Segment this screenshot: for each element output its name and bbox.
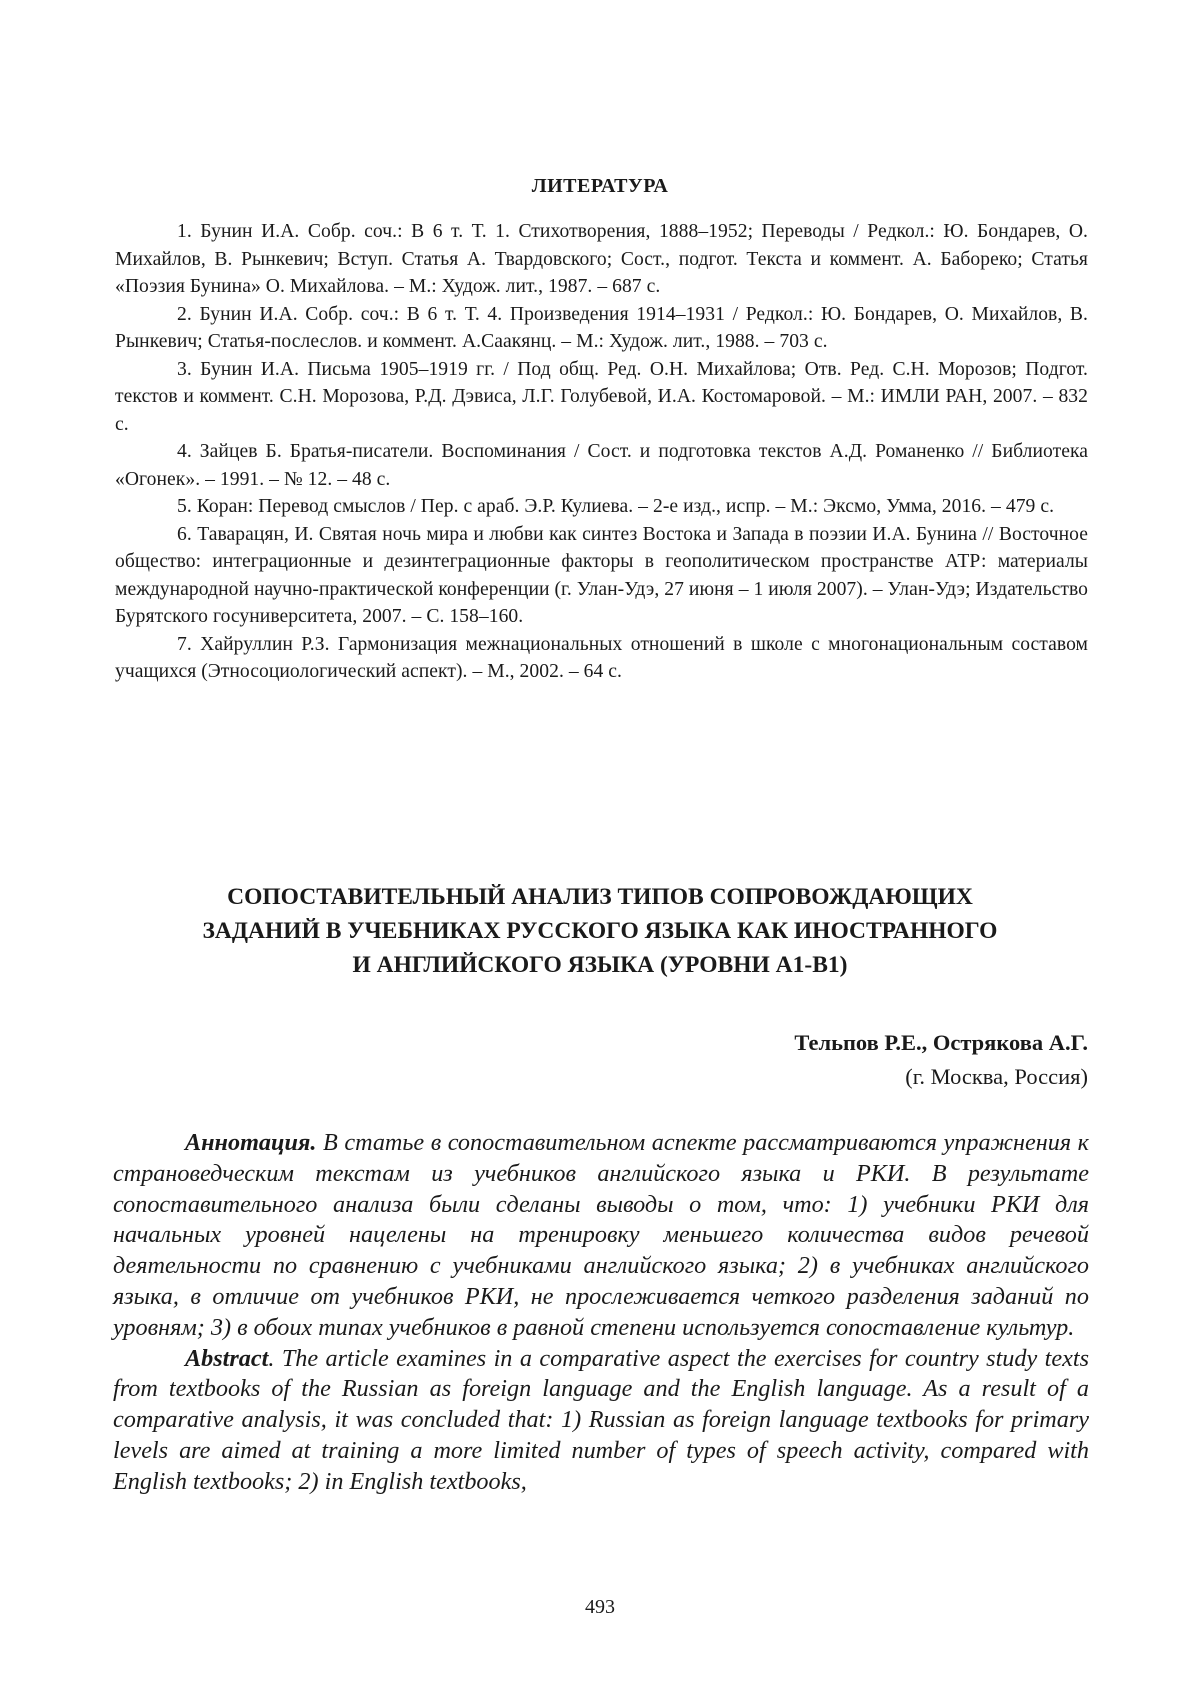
article-title-line: СОПОСТАВИТЕЛЬНЫЙ АНАЛИЗ ТИПОВ СОПРОВОЖДАЮЩИХ [227, 884, 973, 910]
article-title-line: ЗАДАНИЙ В УЧЕБНИКАХ РУССКОГО ЯЗЫКА КАК ИНОСТРАННОГО [202, 918, 998, 944]
reference-item: 5. Коран: Перевод смыслов / Пер. с араб. Э.Р. Кулиева. – 2-е изд., испр. – М.: Эксмо, Умма, 2016. – 479 с. [177, 496, 1055, 517]
reference-item: 3. Бунин И.А. Письма 1905–1919 гг. / Под общ. Ред. О.Н. Михайлова; Отв. Ред. С.Н. Морозов; Подгот. текстов и коммент. С.Н. Морозова, Р.Д. Дэвиса, Л.Г. Голубевой, И.А. Костомаровой. – М.: ИМЛИ РАН, 2007. – 832 с. [115, 358, 1088, 435]
reference-item: 6. Таварацян, И. Святая ночь мира и любви как синтез Востока и Запада в поэзии И.А. Бунина // Восточное общество: интеграционные и дезинтеграционные факторы в геополитическом пространстве АТР: материалы международной научно-практической конференции (г. Улан-Удэ, 27 июня – 1 июля 2007). – Улан-Удэ; Издательство Бурятского госуниверситета, 2007. – С. 158–160. [115, 523, 1088, 627]
author-block [794, 1026, 1088, 1094]
annotation-label: Аннотация. [185, 1129, 317, 1156]
references-heading: ЛИТЕРАТУРА [531, 175, 669, 197]
abstract-paragraph [113, 1344, 1089, 1498]
abstract-section [113, 1128, 1089, 1498]
abstract-label: Abstract [185, 1344, 269, 1372]
annotation-paragraph [113, 1128, 1089, 1344]
annotation-text: В статье в сопоставительном аспекте рассматриваются упражнения к страноведческим текстам из учебников английского языка и РКИ. В результате сопоставительного анализа были сделаны выводы о том, что: 1) учебники РКИ для начальных уровней нацелены на тренировку меньшего количества видов речевой деятельности по сравнению с учебниками английского языка; 2) в учебниках английского языка, в отличие от учебников РКИ, не прослеживается четкого разделения заданий по уровням; 3) в обоих типах учебников в равной степени используется сопоставление культур. [113, 1129, 1089, 1341]
author-location: (г. Москва, Россия) [905, 1064, 1088, 1089]
reference-item: 1. Бунин И.А. Собр. соч.: В 6 т. Т. 1. Стихотворения, 1888–1952; Переводы / Редкол.: Ю. Бондарев, О. Михайлов, В. Рынкевич; Вступ. Статья А. Твардовского; Сост., подгот. Текста и коммент. А. Бабореко; Статья «Поэзия Бунина» О. Михайлова. – М.: Худож. лит., 1987. – 687 с. [115, 221, 1088, 297]
reference-item: 2. Бунин И.А. Собр. соч.: В 6 т. Т. 4. Произведения 1914–1931 / Редкол.: Ю. Бондарев, О. Михайлов, В. Рынкевич; Статья-послеслов. и коммент. А.Саакянц. – М.: Худож. лит., 1988. – 703 с. [115, 303, 1088, 352]
page-number: 493 [585, 1596, 615, 1618]
reference-item: 7. Хайруллин Р.З. Гармонизация межнациональных отношений в школе с многонациональным составом учащихся (Этносоциологический аспект). – М., 2002. – 64 с. [115, 633, 1088, 682]
article-title-line: И АНГЛИЙСКОГО ЯЗЫКА (УРОВНИ А1-В1) [352, 952, 848, 978]
references-list [115, 218, 1088, 686]
reference-item: 4. Зайцев Б. Братья-писатели. Воспоминания / Сост. и подготовка текстов А.Д. Романенко // Библиотека «Огонек». – 1991. – № 12. – 48 с. [115, 441, 1088, 490]
author-names: Тельпов Р.Е., Острякова А.Г. [794, 1030, 1088, 1055]
article-title [120, 880, 1080, 982]
abstract-text: . The article examines in a comparative aspect the exercises for country study texts from textbooks of the Russian as foreign language and the English language. As a result of a comparative analysis, it was concluded that: 1) Russian as foreign language textbooks for primary levels are aimed at training a more limited number of types of speech activity, compared with English textbooks; 2) in English textbooks, [113, 1344, 1089, 1495]
